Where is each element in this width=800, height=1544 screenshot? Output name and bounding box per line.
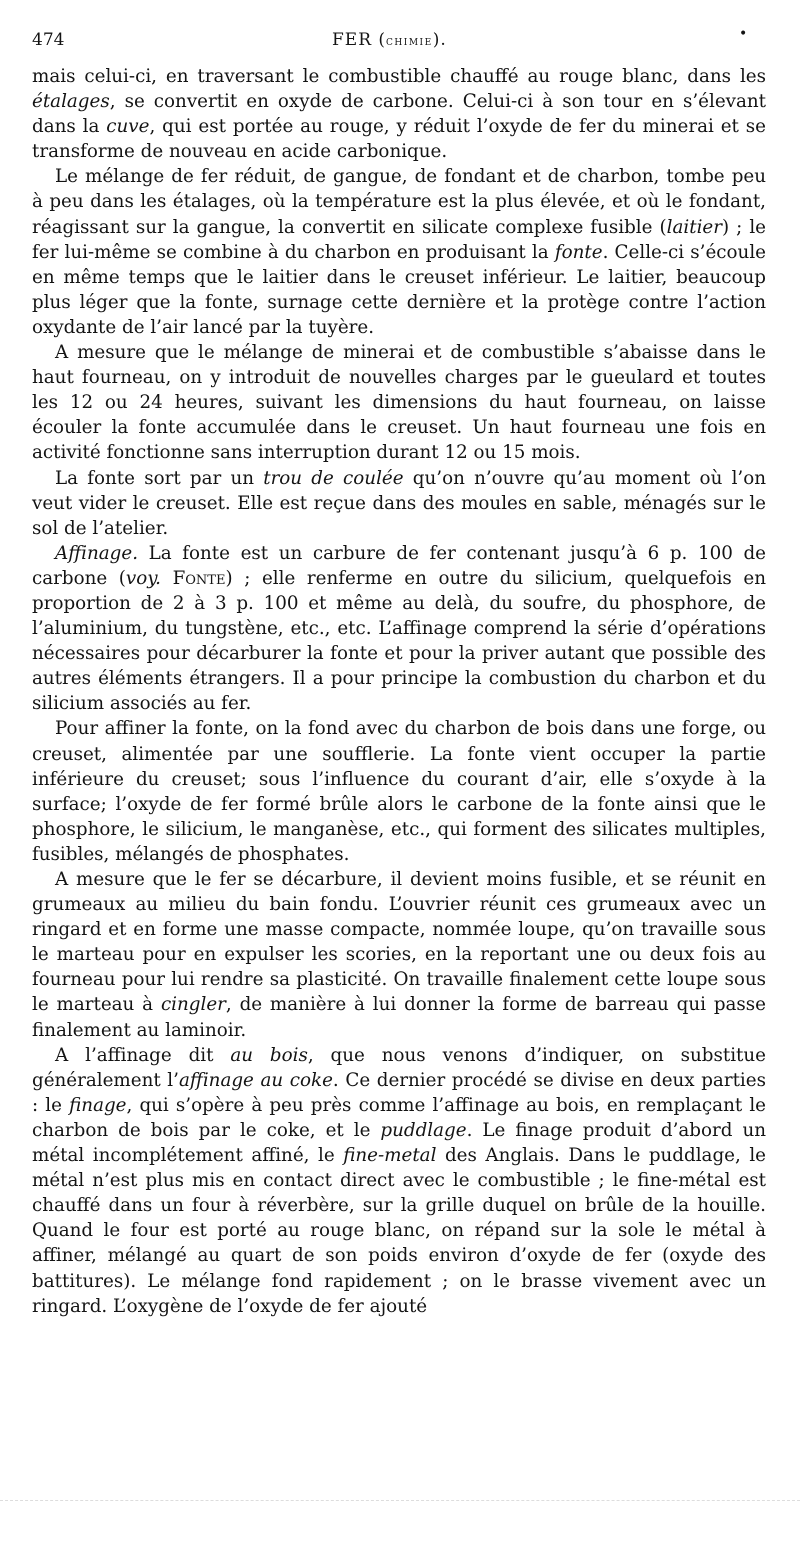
text-run: ) ; elle renferme en outre du silicium, quelquefois en proportion de 2 à 3 p. 100 et même au delà, du soufre, du phosphore, de l’aluminium, du tungstène, etc., etc. L’affinage comprend la série d’opérations nécessaires pour décarburer la fonte et pour la priver autant que possible des autres éléments étrangers. Il a pour principe la combustion du charbon et du silicium associés au fer. [32,567,767,715]
page-number: 474 [32,30,65,50]
paragraph [32,164,766,340]
running-head [332,30,447,50]
book-page [32,26,766,1319]
text-run: . Ce dernier procédé se divise en deux parties : le [32,1069,766,1116]
italic-term: étalages [32,91,110,113]
italic-term: cingler [160,994,226,1016]
italic-term: trou de coulée [263,467,404,489]
italic-term: voy. [125,567,161,589]
text-run [161,568,173,589]
text-run: des Anglais. Dans le puddlage, le métal n’est plus mis en contact direct avec le combustible ; le fine-métal est chauffé dans un four à réverbère, sur la grille duquel on brûle de la houille. Quand le four est porté au rouge blanc, on répand sur la sole le métal à affiner, mélangé au quart de son poids environ d’oxyde de fer (oxyde des battitures). Le mélange fond rapidement ; on le brasse vivement avec un ringard. L’oxygène de l’oxyde de fer ajouté [32,1145,766,1317]
text-run: A mesure que le fer se décarbure, il devient moins fusible, et se réunit en grumeaux au milieu du bain fondu. L’ouvrier réunit ces grumeaux avec un ringard et en forme une masse compacte, nommée loupe, qu’on travaille sous le marteau pour en expulser les scories, en la reportant une ou deux fois au fourneau pour lui rendre sa plasticité. On travaille finalement cette loupe sous le marteau à [32,869,766,1016]
body-text [32,64,766,1319]
text-run: , se convertit en oxyde de carbone. Celui-ci à son tour en s’élevant dans la [32,91,766,138]
page-header [32,26,766,60]
paragraph [32,1043,766,1319]
italic-term: affinage au coke [178,1069,333,1091]
text-run: A l’affinage dit [55,1044,231,1066]
text-run: Le mélange de fer réduit, de gangue, de fondant et de charbon, tombe peu à peu dans les étalages, où la température est la plus élevée, et où le fondant, réagissant sur la gangue, la convertit en silicate complexe fusible ( [32,166,766,238]
corner-mark: • [739,26,748,42]
text-run: Pour affiner la fonte, on la fond avec du charbon de bois dans une forge, ou creuset, alimentée par une soufflerie. La fonte vient occuper la partie inférieure du creuset; sous l’influence du courant d’air, elle s’oxyde à la surface; l’oxyde de fer formé brûle alors le carbone de la fonte ainsi que le phosphore, le silicium, le manganèse, etc., qui forment des silicates multiples, fusibles, mélangés de phosphates. [32,718,766,865]
text-run: mais celui-ci, en traversant le combustible chauffé au rouge blanc, dans les [32,66,766,87]
text-run: La fonte sort par un [55,467,264,489]
text-run: qu’on n’ouvre qu’au moment où l’on veut vider le creuset. Elle est reçue dans des moules en sable, ménagés sur le sol de l’atelier. [32,467,767,539]
footer-rule [0,1500,800,1503]
italic-term: Affinage. [55,542,139,564]
small-caps-term: Fonte [172,567,226,589]
text-run: ) ; le fer lui-même se combine à du charbon en produisant la [32,216,766,263]
running-head-main: FER ( [332,30,387,50]
text-run: , que nous venons d’indiquer, on substitue généralement l’ [32,1044,766,1091]
paragraph [32,867,766,1043]
paragraph [32,541,766,717]
paragraph [32,64,766,164]
text-run: , qui s’opère à peu près comme l’affinage au bois, en remplaçant le charbon de bois par le coke, et le [32,1094,766,1141]
text-run: . Celle-ci s’écoule en même temps que le laitier dans le creuset inférieur. Le laitier, beaucoup plus léger que la fonte, surnage cette dernière et la protège contre l’action oxydante de l’air lancé par la tuyère. [32,241,766,338]
paragraph [32,466,766,541]
text-run: La fonte est un carbure de fer contenant jusqu’à 6 p. 100 de carbone ( [32,542,766,589]
text-run: , qui est portée au rouge, y réduit l’oxyde de fer du minerai et se transforme de nouveau en acide carbonique. [32,116,766,163]
italic-term: cuve [106,116,150,138]
text-run: . Le finage produit d’abord un métal incomplétement affiné, le [32,1119,766,1167]
italic-term: finage [69,1094,127,1116]
paragraph [32,716,766,867]
running-head-subject: chimie [386,34,433,49]
italic-term: puddlage [380,1119,467,1141]
italic-term: laitier [666,216,722,238]
italic-term: fonte [554,241,603,263]
running-head-close: ). [432,30,447,50]
paragraph [32,340,766,465]
text-run: , de manière à lui donner la forme de barreau qui passe finalement au laminoir. [32,994,767,1041]
italic-term: au bois [230,1044,308,1066]
italic-term: fine-metal [343,1145,437,1167]
text-run: A mesure que le mélange de minerai et de combustible s’abaisse dans le haut fourneau, on y introduit de nouvelles charges par le gueulard et toutes les 12 ou 24 heures, suivant les dimensions du haut fourneau, on laisse écouler la fonte accumulée dans le creuset. Un haut fourneau une fois en activité fonctionne sans interruption durant 12 ou 15 mois. [32,342,766,464]
